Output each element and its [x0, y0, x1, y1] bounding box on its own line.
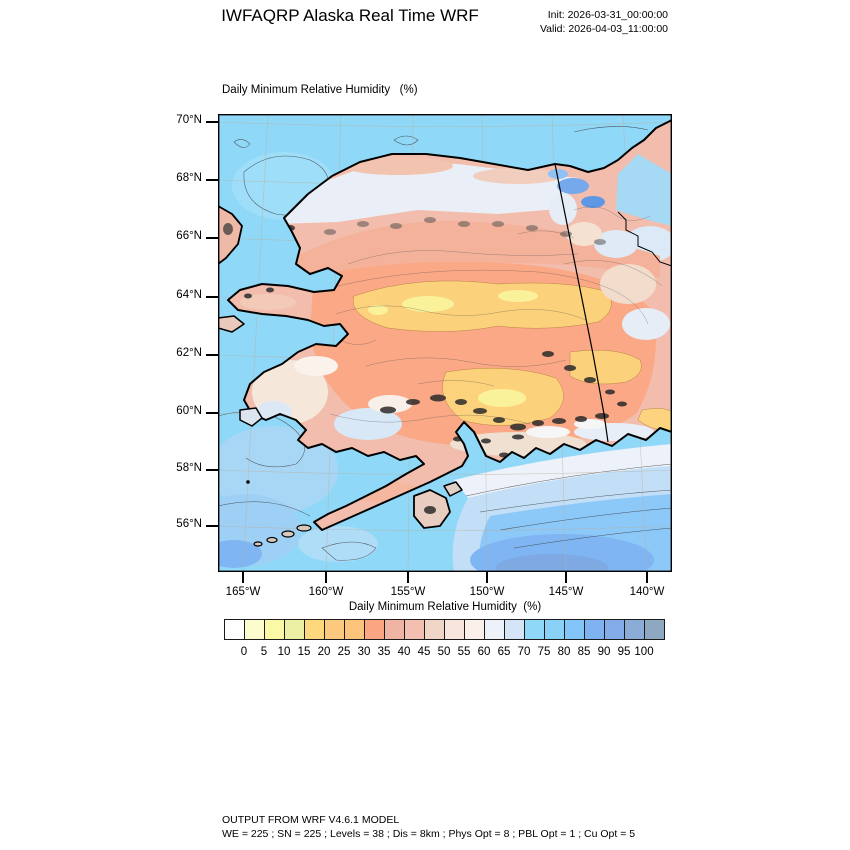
lon-tick-mark: [565, 572, 567, 583]
colorbar-cell: [584, 619, 605, 640]
colorbar-tick-label: 10: [277, 646, 291, 658]
lat-tick-label: 58°N: [176, 462, 202, 474]
lat-tick-mark: [206, 354, 218, 356]
colorbar-cell: [344, 619, 365, 640]
colorbar-cell: [444, 619, 465, 640]
colorbar-cell: [364, 619, 385, 640]
valid-timestamp: Valid: 2026-04-03_11:00:00: [539, 22, 668, 35]
lon-tick-mark: [646, 572, 648, 583]
lat-tick-label: 70°N: [176, 114, 202, 126]
colorbar-cell: [424, 619, 445, 640]
colorbar-cell: [224, 619, 245, 640]
colorbar-cell: [384, 619, 405, 640]
lat-tick-mark: [206, 469, 218, 471]
colorbar-tick-label: 85: [577, 646, 591, 658]
colorbar-tick-label: 15: [297, 646, 311, 658]
lon-tick-mark: [486, 572, 488, 583]
lon-tick-label: 160°W: [308, 586, 344, 598]
lat-tick-label: 56°N: [176, 518, 202, 530]
colorbar-cell: [624, 619, 645, 640]
colorbar-tick-label: 65: [497, 646, 511, 658]
colorbar-cell: [244, 619, 265, 640]
colorbar-cell: [564, 619, 585, 640]
colorbar-tick-label: 25: [337, 646, 351, 658]
lon-tick-label: 155°W: [390, 586, 426, 598]
colorbar-cell: [464, 619, 485, 640]
colorbar-cell: [484, 619, 505, 640]
page-title: IWFAQRP Alaska Real Time WRF: [221, 6, 479, 25]
lat-tick-label: 62°N: [176, 347, 202, 359]
lat-tick-mark: [206, 179, 218, 181]
lon-tick-label: 150°W: [469, 586, 505, 598]
lat-tick-label: 66°N: [176, 230, 202, 242]
lat-tick-label: 68°N: [176, 172, 202, 184]
colorbar-tick-labels: [0, 646, 850, 660]
lat-tick-mark: [206, 412, 218, 414]
colorbar-title: Daily Minimum Relative Humidity (%): [348, 601, 542, 613]
colorbar-tick-label: 90: [597, 646, 611, 658]
colorbar-tick-label: 5: [260, 646, 268, 658]
colorbar-tick-label: 50: [437, 646, 451, 658]
colorbar-cell: [304, 619, 325, 640]
lat-tick-mark: [206, 525, 218, 527]
colorbar-tick-label: 35: [377, 646, 391, 658]
colorbar-tick-label: 100: [634, 646, 654, 658]
lon-tick-mark: [242, 572, 244, 583]
colorbar-tick-label: 55: [457, 646, 471, 658]
lat-tick-mark: [206, 296, 218, 298]
lat-tick-mark: [206, 121, 218, 123]
colorbar-cell: [404, 619, 425, 640]
colorbar-cell: [644, 619, 665, 640]
colorbar-cell: [524, 619, 545, 640]
model-config-note: WE = 225 ; SN = 225 ; Levels = 38 ; Dis = 8km ; Phys Opt = 8 ; PBL Opt = 1 ; Cu Opt = 5: [222, 827, 636, 840]
colorbar-tick-label: 80: [557, 646, 571, 658]
colorbar-tick-label: 40: [397, 646, 411, 658]
colorbar-cell: [324, 619, 345, 640]
lat-tick-mark: [206, 237, 218, 239]
colorbar-cell: [264, 619, 285, 640]
colorbar-cell: [544, 619, 565, 640]
colorbar-tick-label: 75: [537, 646, 551, 658]
colorbar-cell: [504, 619, 525, 640]
colorbar-tick-label: 60: [477, 646, 491, 658]
field-title: Daily Minimum Relative Humidity (%): [222, 84, 418, 96]
lat-tick-label: 60°N: [176, 405, 202, 417]
colorbar-tick-label: 70: [517, 646, 531, 658]
colorbar-cell: [604, 619, 625, 640]
model-output-note: OUTPUT FROM WRF V4.6.1 MODEL: [222, 814, 400, 826]
init-timestamp: Init: 2026-03-31_00:00:00: [547, 9, 668, 21]
lon-tick-label: 165°W: [225, 586, 261, 598]
lon-tick-mark: [325, 572, 327, 583]
colorbar: [224, 619, 665, 640]
colorbar-tick-label: 95: [617, 646, 631, 658]
colorbar-cell: [284, 619, 305, 640]
colorbar-tick-label: 0: [240, 646, 248, 658]
colorbar-tick-label: 45: [417, 646, 431, 658]
lat-tick-label: 64°N: [176, 289, 202, 301]
colorbar-tick-label: 20: [317, 646, 331, 658]
lon-tick-mark: [407, 572, 409, 583]
colorbar-tick-label: 30: [357, 646, 371, 658]
lon-tick-label: 140°W: [629, 586, 665, 598]
rh-contour-map: [218, 114, 672, 572]
lon-tick-label: 145°W: [548, 586, 584, 598]
